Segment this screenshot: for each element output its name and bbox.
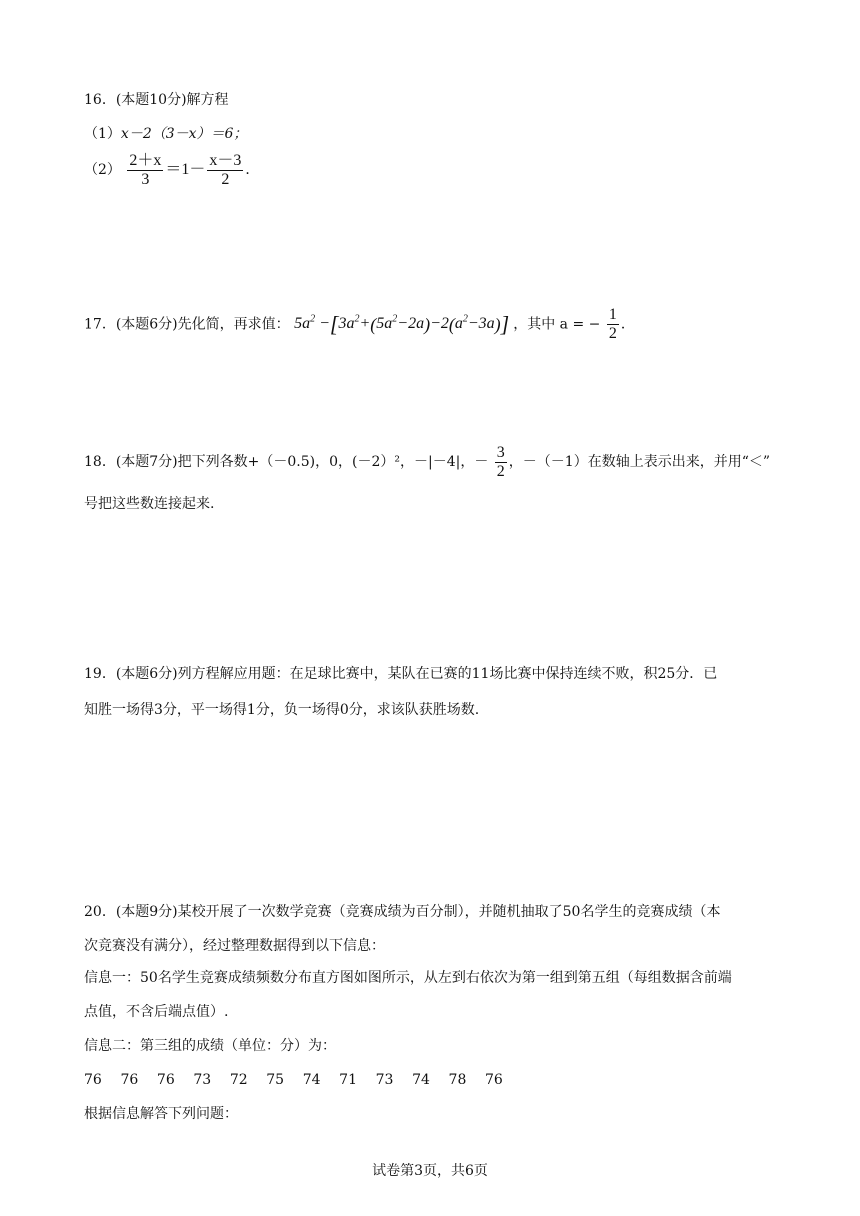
q16-right-denominator: 2 bbox=[221, 170, 230, 188]
score-item: 73 bbox=[193, 1072, 212, 1088]
q17-term-5a-inner: 5a bbox=[376, 315, 393, 333]
score-item: 76 bbox=[120, 1072, 139, 1088]
q17-minus: − bbox=[319, 315, 330, 333]
q20-info1-line2: 点值，不含后端点值）. bbox=[84, 1004, 229, 1020]
q17-expression bbox=[294, 311, 513, 337]
q16-part1-equation: x－2（3－x）＝6； bbox=[120, 126, 248, 142]
score-item: 74 bbox=[302, 1072, 321, 1088]
q17-fraction bbox=[607, 306, 619, 343]
q17-close-bracket: ] bbox=[500, 311, 510, 337]
q16-left-denominator: 3 bbox=[141, 170, 150, 188]
q17-term-5a: 5a bbox=[294, 315, 311, 333]
q16-part1 bbox=[84, 124, 247, 144]
q17-square: 2 bbox=[392, 314, 398, 325]
score-item: 74 bbox=[412, 1072, 430, 1088]
q18-tail: ，－（－1）在数轴上表示出来，并用“＜” bbox=[508, 454, 771, 470]
q20-info2: 信息二：第三组的成绩（单位：分）为： bbox=[84, 1038, 336, 1054]
score-item: 78 bbox=[448, 1072, 467, 1088]
q18-line2: 号把这些数连接起来. bbox=[84, 496, 215, 512]
q17-line bbox=[84, 298, 635, 347]
q19-line2: 知胜一场得3分，平一场得1分，负一场得0分，求该队获胜场数. bbox=[84, 702, 480, 718]
q17-term-a: a bbox=[454, 315, 463, 333]
q16-right-fraction bbox=[207, 152, 243, 189]
q16-part1-label: （1） bbox=[84, 126, 121, 142]
q18-line1 bbox=[84, 442, 770, 482]
q17-open-paren: ( bbox=[448, 314, 455, 335]
q17-open-paren: ( bbox=[370, 314, 377, 335]
q17-condition: ，其中 a = − bbox=[513, 316, 601, 333]
score-item: 73 bbox=[375, 1072, 394, 1088]
q16-right-numerator: x－3 bbox=[209, 151, 242, 169]
q18-heading: 18．(本题7分)把下列各数+（－0.5)，0，(－2）²，－|－4|，－ bbox=[84, 454, 489, 470]
q18-numerator: 3 bbox=[496, 443, 505, 461]
page-footer: 试卷第3页，共6页 bbox=[372, 1163, 488, 1179]
q17-end: ． bbox=[620, 316, 635, 333]
q17-term-3a: 3a bbox=[338, 315, 355, 333]
q17-square: 2 bbox=[310, 314, 316, 325]
q18-fraction bbox=[495, 444, 507, 481]
q16-end: ． bbox=[245, 162, 260, 178]
q20-info1-line1: 信息一：50名学生竞赛成绩频数分布直方图如图所示，从左到右依次为第一组到第五组（每组数据含前端 bbox=[84, 970, 732, 986]
q17-open-bracket: [ bbox=[329, 311, 339, 337]
q16-middle: ＝1－ bbox=[165, 161, 206, 178]
q20-prompt: 根据信息解答下列问题： bbox=[84, 1106, 238, 1122]
q17-heading: 17．(本题6分)先化简，再求值： bbox=[84, 316, 290, 333]
q17-plus: + bbox=[359, 315, 371, 333]
q16-left-numerator: 2＋x bbox=[129, 151, 162, 169]
q17-term-minus-2: −2 bbox=[430, 315, 449, 333]
score-item: 71 bbox=[339, 1072, 357, 1088]
q20-scores bbox=[84, 1070, 517, 1090]
q16-part2-label: （2） bbox=[84, 162, 121, 178]
q20-line1: 20．(本题9分)某校开展了一次数学竞赛（竞赛成绩为百分制），并随机抽取了50名学生的竞赛成绩（本 bbox=[84, 904, 721, 920]
q19-line1: 19．(本题6分)列方程解应用题：在足球比赛中，某队在已赛的11场比赛中保持连续不败，积25分．已 bbox=[84, 666, 718, 682]
q16-left-fraction bbox=[127, 152, 163, 189]
q16-part2 bbox=[84, 150, 259, 190]
q17-close-paren: ) bbox=[424, 314, 431, 335]
score-item: 76 bbox=[84, 1072, 102, 1088]
q17-square: 2 bbox=[462, 314, 468, 325]
q17-square: 2 bbox=[354, 314, 360, 325]
q16-heading: 16．(本题10分)解方程 bbox=[84, 92, 229, 108]
q17-term-minus-2a: −2a bbox=[397, 315, 425, 333]
q17-numerator: 1 bbox=[608, 305, 617, 323]
q18-denominator: 2 bbox=[496, 462, 505, 480]
q20-line2: 次竞赛没有满分），经过整理数据得到以下信息： bbox=[84, 938, 385, 954]
q17-denominator: 2 bbox=[608, 324, 617, 342]
score-item: 76 bbox=[484, 1072, 503, 1088]
q17-term-minus-3a: −3a bbox=[467, 315, 495, 333]
score-item: 72 bbox=[229, 1072, 248, 1088]
score-item: 76 bbox=[156, 1072, 175, 1088]
score-item: 75 bbox=[266, 1072, 285, 1088]
q17-close-paren: ) bbox=[494, 314, 501, 335]
